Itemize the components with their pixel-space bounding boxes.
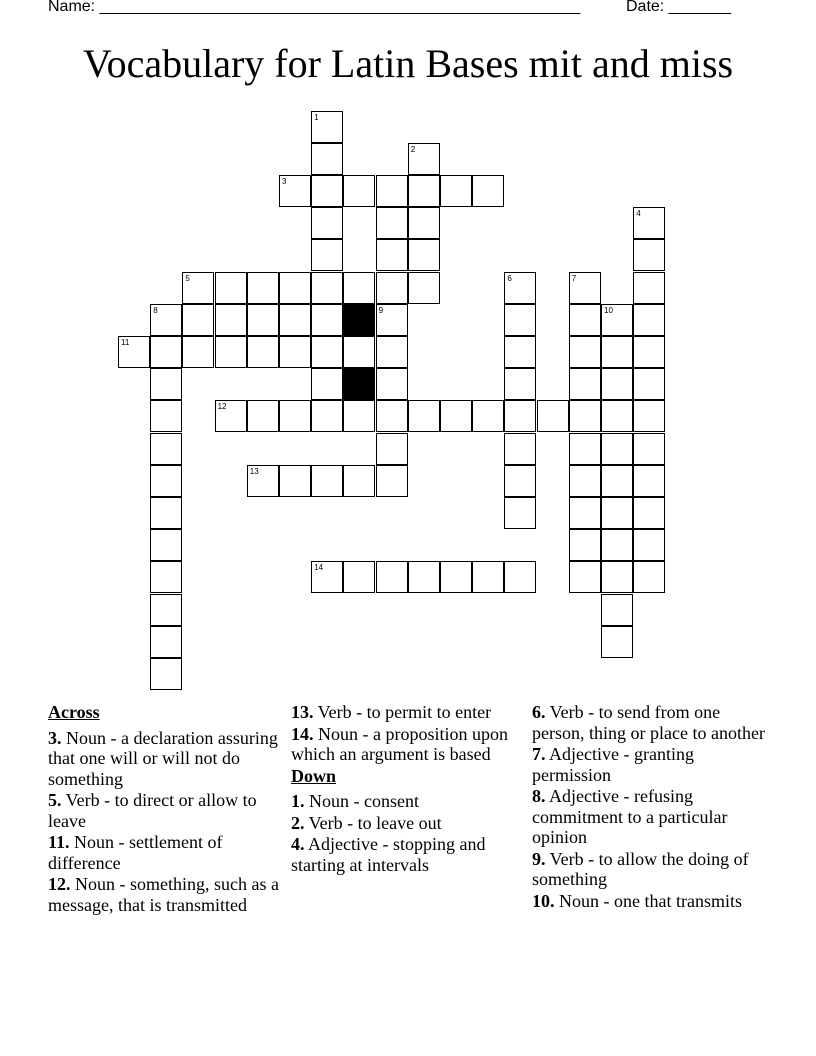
across-heading: Across xyxy=(48,702,100,722)
clue-number: 2. xyxy=(291,812,305,833)
grid-cell[interactable] xyxy=(150,433,182,465)
clues-column-3 xyxy=(532,702,772,912)
grid-cell[interactable] xyxy=(601,465,633,497)
grid-cell[interactable] xyxy=(311,272,343,304)
clue-down-6 xyxy=(532,702,772,743)
grid-cell[interactable] xyxy=(247,465,279,497)
grid-cell[interactable] xyxy=(504,336,536,368)
grid-cell[interactable] xyxy=(311,111,343,143)
grid-cell[interactable] xyxy=(279,465,311,497)
grid-cell[interactable] xyxy=(279,400,311,432)
grid-cell[interactable] xyxy=(408,143,440,175)
grid-cell[interactable] xyxy=(504,561,536,593)
grid-cell[interactable] xyxy=(633,400,665,432)
grid-cell[interactable] xyxy=(311,368,343,400)
grid-cell[interactable] xyxy=(343,400,375,432)
grid-cell[interactable] xyxy=(504,465,536,497)
cell-number: 11 xyxy=(121,338,130,347)
grid-cell[interactable] xyxy=(601,529,633,561)
grid-cell[interactable] xyxy=(376,175,408,207)
grid-cell[interactable] xyxy=(601,304,633,336)
clue-text: Verb - to direct or allow to leave xyxy=(48,790,257,831)
clue-number: 3. xyxy=(48,727,62,748)
cell-number: 6 xyxy=(507,273,512,283)
grid-cell[interactable] xyxy=(569,497,601,529)
grid-cell[interactable] xyxy=(376,239,408,271)
clue-across-13 xyxy=(291,702,523,723)
grid-cell[interactable] xyxy=(215,400,247,432)
grid-cell[interactable] xyxy=(247,304,279,336)
grid-cell[interactable] xyxy=(376,433,408,465)
clue-text: Verb - to permit to enter xyxy=(313,702,492,722)
grid-cell[interactable] xyxy=(601,368,633,400)
grid-cell[interactable] xyxy=(633,207,665,239)
grid-cell[interactable] xyxy=(440,175,472,207)
cell-number: 3 xyxy=(282,177,287,186)
clues-column-2 xyxy=(291,702,523,876)
grid-cell[interactable] xyxy=(150,529,182,561)
clue-down-7 xyxy=(532,744,772,785)
clue-text: Verb - to send from one person, thing or place to another xyxy=(532,702,765,743)
grid-cell[interactable] xyxy=(601,497,633,529)
grid-cell[interactable] xyxy=(279,336,311,368)
grid-cell[interactable] xyxy=(247,336,279,368)
grid-cell[interactable] xyxy=(150,368,182,400)
cell-number: 9 xyxy=(378,305,384,315)
grid-cell[interactable] xyxy=(279,272,311,304)
grid-cell[interactable] xyxy=(569,561,601,593)
grid-cell[interactable] xyxy=(601,433,633,465)
cell-number: 8 xyxy=(153,305,158,315)
grid-cell[interactable] xyxy=(311,304,343,336)
grid-cell[interactable] xyxy=(633,529,665,561)
grid-cell[interactable] xyxy=(633,368,665,400)
clue-number: 13. xyxy=(291,702,314,722)
grid-cell[interactable] xyxy=(311,400,343,432)
grid-cell[interactable] xyxy=(504,433,536,465)
clue-down-2 xyxy=(291,813,523,834)
clue-text: Adjective - granting permission xyxy=(532,744,694,785)
black-square xyxy=(343,368,375,400)
grid-cell[interactable] xyxy=(150,594,182,626)
grid-cell[interactable] xyxy=(150,336,182,368)
grid-cell[interactable] xyxy=(569,529,601,561)
clue-number: 5. xyxy=(48,790,62,810)
grid-cell[interactable] xyxy=(504,400,536,432)
clue-text: Noun - settlement of difference xyxy=(48,832,223,873)
grid-cell[interactable] xyxy=(633,336,665,368)
clue-across-3 xyxy=(48,728,280,790)
grid-cell[interactable] xyxy=(376,368,408,400)
grid-cell[interactable] xyxy=(472,561,504,593)
grid-cell[interactable] xyxy=(376,465,408,497)
grid-cell[interactable] xyxy=(633,272,665,304)
grid-cell[interactable] xyxy=(311,239,343,271)
grid-cell[interactable] xyxy=(472,175,504,207)
grid-cell[interactable] xyxy=(215,272,247,304)
grid-cell[interactable] xyxy=(408,272,440,304)
clue-down-10 xyxy=(532,891,772,912)
clue-number: 10. xyxy=(532,890,555,911)
grid-cell[interactable] xyxy=(311,175,343,207)
grid-cell[interactable] xyxy=(569,368,601,400)
grid-cell[interactable] xyxy=(376,561,408,593)
grid-cell[interactable] xyxy=(311,143,343,175)
grid-cell[interactable] xyxy=(601,594,633,626)
grid-cell[interactable] xyxy=(569,465,601,497)
grid-cell[interactable] xyxy=(569,336,601,368)
clue-text: Noun - one that transmits xyxy=(554,890,742,911)
grid-cell[interactable] xyxy=(601,626,633,658)
cell-number: 5 xyxy=(185,273,190,283)
grid-cell[interactable] xyxy=(150,561,182,593)
grid-cell[interactable] xyxy=(408,239,440,271)
grid-cell[interactable] xyxy=(182,272,214,304)
grid-cell[interactable] xyxy=(504,368,536,400)
grid-cell[interactable] xyxy=(408,561,440,593)
grid-cell[interactable] xyxy=(118,336,150,368)
grid-cell[interactable] xyxy=(537,400,569,432)
clue-number: 1. xyxy=(291,791,305,811)
clue-text: Adjective - stopping and starting at intervals xyxy=(291,834,486,875)
grid-cell[interactable] xyxy=(440,561,472,593)
grid-cell[interactable] xyxy=(376,304,408,336)
cell-number: 12 xyxy=(217,402,227,412)
cell-number: 13 xyxy=(249,466,259,476)
grid-cell[interactable] xyxy=(343,561,375,593)
grid-cell[interactable] xyxy=(182,304,214,336)
cell-number: 4 xyxy=(636,209,641,219)
clue-number: 6. xyxy=(532,702,546,722)
grid-cell[interactable] xyxy=(472,400,504,432)
grid-cell[interactable] xyxy=(504,272,536,304)
grid-cell[interactable] xyxy=(633,304,665,336)
grid-cell[interactable] xyxy=(633,433,665,465)
grid-cell[interactable] xyxy=(504,304,536,336)
grid-cell[interactable] xyxy=(311,207,343,239)
clue-number: 4. xyxy=(291,834,305,854)
grid-cell[interactable] xyxy=(247,272,279,304)
cell-number: 14 xyxy=(314,563,324,573)
clue-text: Noun - a proposition upon which an argument is based xyxy=(291,723,508,764)
grid-cell[interactable] xyxy=(408,175,440,207)
grid-cell[interactable] xyxy=(279,175,311,207)
grid-cell[interactable] xyxy=(376,400,408,432)
grid-cell[interactable] xyxy=(376,336,408,368)
grid-cell[interactable] xyxy=(343,272,375,304)
grid-cell[interactable] xyxy=(343,175,375,207)
clue-down-4 xyxy=(291,834,523,875)
clue-number: 9. xyxy=(532,848,546,869)
clue-text: Verb - to allow the doing of something xyxy=(532,848,749,889)
grid-cell[interactable] xyxy=(215,304,247,336)
grid-cell[interactable] xyxy=(247,400,279,432)
clue-number: 8. xyxy=(532,786,546,806)
grid-cell[interactable] xyxy=(569,400,601,432)
grid-cell[interactable] xyxy=(150,304,182,336)
grid-cell[interactable] xyxy=(215,336,247,368)
clue-text: Adjective - refusing commitment to a particular opinion xyxy=(532,786,728,847)
page-title: Vocabulary for Latin Bases mit and miss xyxy=(82,41,734,86)
clue-down-9 xyxy=(532,849,772,890)
grid-cell[interactable] xyxy=(633,497,665,529)
clue-text: Noun - a declaration assuring that one will or will not do something xyxy=(48,727,278,789)
grid-cell[interactable] xyxy=(182,336,214,368)
cell-number: 2 xyxy=(410,144,416,154)
clues-column-1 xyxy=(48,702,280,916)
grid-cell[interactable] xyxy=(569,304,601,336)
grid-cell[interactable] xyxy=(633,465,665,497)
grid-cell[interactable] xyxy=(601,561,633,593)
grid-cell[interactable] xyxy=(633,239,665,271)
grid-cell[interactable] xyxy=(150,400,182,432)
name-field-label: Name: ______________________________________________________ xyxy=(48,0,581,15)
clue-down-8 xyxy=(532,786,772,848)
grid-cell[interactable] xyxy=(343,336,375,368)
clue-number: 11. xyxy=(48,832,70,852)
grid-cell[interactable] xyxy=(376,272,408,304)
clue-number: 7. xyxy=(532,744,546,764)
cell-number: 1 xyxy=(314,112,319,122)
cell-number: 10 xyxy=(604,305,613,315)
down-heading: Down xyxy=(291,765,337,786)
clue-across-11 xyxy=(48,832,280,873)
clue-text: Noun - something, such as a message, that is transmitted xyxy=(48,874,279,915)
grid-cell[interactable] xyxy=(150,658,182,690)
clue-text: Verb - to leave out xyxy=(304,812,442,833)
clue-across-5 xyxy=(48,790,280,831)
grid-cell[interactable] xyxy=(150,626,182,658)
grid-cell[interactable] xyxy=(440,400,472,432)
grid-cell[interactable] xyxy=(408,207,440,239)
grid-cell[interactable] xyxy=(311,561,343,593)
grid-cell[interactable] xyxy=(150,497,182,529)
grid-cell[interactable] xyxy=(569,433,601,465)
grid-cell[interactable] xyxy=(633,561,665,593)
black-square xyxy=(343,304,375,336)
grid-cell[interactable] xyxy=(150,465,182,497)
date-field-label: Date: _______ xyxy=(626,0,731,15)
grid-cell[interactable] xyxy=(376,207,408,239)
grid-cell[interactable] xyxy=(311,336,343,368)
clue-across-12 xyxy=(48,874,280,915)
grid-cell[interactable] xyxy=(343,465,375,497)
clue-number: 12. xyxy=(48,874,71,894)
grid-cell[interactable] xyxy=(569,272,601,304)
clue-number: 14. xyxy=(291,723,314,744)
grid-cell[interactable] xyxy=(504,497,536,529)
cell-number: 7 xyxy=(571,273,577,283)
grid-cell[interactable] xyxy=(408,400,440,432)
grid-cell[interactable] xyxy=(601,400,633,432)
clue-down-1 xyxy=(291,791,523,812)
clue-across-14 xyxy=(291,724,523,765)
grid-cell[interactable] xyxy=(601,336,633,368)
grid-cell[interactable] xyxy=(311,465,343,497)
clue-text: Noun - consent xyxy=(304,791,419,811)
grid-cell[interactable] xyxy=(279,304,311,336)
